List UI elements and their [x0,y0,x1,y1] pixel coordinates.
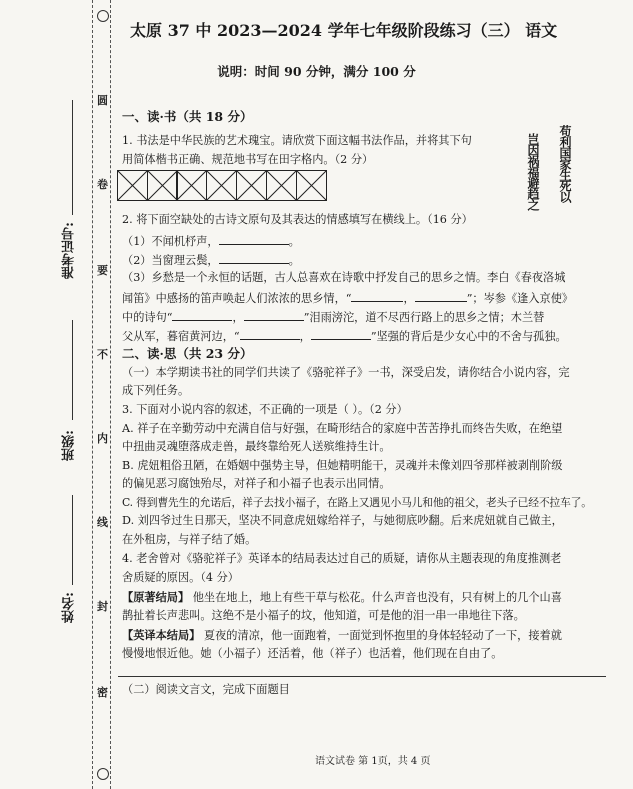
name-label: 姓名: [62,592,77,623]
seal-char: 封 [97,600,108,613]
section-heading: 一、读·书（共 18 分） [122,109,253,124]
answer-blank[interactable] [219,233,289,245]
page-footer: 语文试卷 第 1页，共 4 页 [315,756,431,767]
item-text: （1）不闻机杼声， [122,235,219,248]
question-text: 用简体楷书正确、规范地书写在田字格内。（2 分） [122,153,374,166]
question-text [122,328,567,344]
subsection-heading: （二）阅读文言文，完成下面题目 [122,683,290,696]
option-b: B. 虎妞粗俗丑陋，在婚姻中强势主导，但她精明能干，灵魂并未像刘四爷那样被剥削阶级 [122,459,563,472]
seal-char: 密 [97,686,108,699]
option-c: C. 得到曹先生的允诺后，祥子去找小福子，在路上又遇见小马儿和他的祖父，老头子已经不拉车了。 [122,496,592,509]
question-text: 1. 书法是中华民族的艺术瑰宝。请欣赏下面这幅书法作品，并将其下句 [122,134,472,147]
exam-number-field[interactable] [72,100,73,215]
answer-blank[interactable] [311,328,371,340]
divider [118,676,606,677]
grid-cell[interactable] [147,170,178,201]
seal-char: 线 [97,516,108,529]
seal-char: 卷 [97,178,108,191]
item-text: 父从军，暮宿黄河边，“ [122,330,240,343]
seal-char: 要 [97,264,108,277]
translated-ending-text: 夏夜的清凉，他一面跑着，一面觉到怀抱里的身体轻轻动了一下，接着就 [203,629,562,642]
item-text: 闻笛》中感扬的笛声唤起人们浓浓的思乡情，“ [122,292,352,305]
answer-blank[interactable] [415,290,467,302]
seal-char: 不 [97,348,108,361]
answer-blank[interactable] [172,309,232,321]
class-label: 班级: [62,430,77,461]
original-ending [122,590,562,605]
question-text [122,290,573,306]
binding-line-inner [110,0,111,789]
answer-blank[interactable] [351,290,403,302]
seal-char: 内 [97,432,108,445]
grid-cell[interactable] [117,170,148,201]
translated-ending-label: 【英译本结局】 [122,628,201,642]
answer-blank[interactable] [219,252,289,264]
grid-cell[interactable] [236,170,267,201]
option-a: A. 祥子在辛勤劳动中充满自信与好强，在畸形结合的家庭中苦苦挣扎而终告失败，在绝望 [122,422,563,435]
grid-cell[interactable] [176,170,207,201]
page-title: 太原 37 中 2023—2024 学年七年级阶段练习（三） 语文 [130,21,558,40]
item-text: ， [403,292,415,305]
option-b: 的偏见恶习腐蚀殆尽，对祥子和小福子也表示出同情。 [122,477,391,490]
question-text: 3. 下面对小说内容的叙述，不正确的一项是（ ）。（2 分） [122,403,408,416]
binding-hole-top [97,10,109,22]
item-text: 中的诗句“ [122,311,173,324]
option-d: 在外租房，与祥子结了婚。 [122,533,257,546]
calligraphy-column: 岂因祸福避趋之 [526,133,540,210]
grid-cell[interactable] [206,170,237,201]
item-text: （2）当窗理云鬓， [122,254,219,267]
item-text: ， [299,330,311,343]
seal-char: 圆 [97,94,108,107]
answer-blank[interactable] [244,309,304,321]
original-ending-text: 他坐在地上，地上有些干草与松花。什么声音也没有，只有树上的几个山喜 [192,591,562,604]
binding-line [92,0,93,789]
question-text: （一）本学期读书社的同学们共读了《骆驼祥子》一书，深受启发，请你结合小说内容，完 [122,366,570,379]
calligraphy-artwork [520,125,610,225]
calligraphy-column: 苟利国家生死以 [558,125,572,202]
class-field[interactable] [72,320,73,420]
item-text: ， [232,311,244,324]
question-text: （1）不闻机杼声， 。 [122,235,300,248]
question-text: （2）当窗理云鬓， 。 [122,254,300,267]
exam-number-label: 准考证号: [62,222,77,279]
original-ending-label: 【原著结局】 [122,590,190,604]
grid-cell[interactable] [296,170,327,201]
question-text [122,309,544,325]
option-a: 中扭曲灵魂堕落成走兽，最终靠给死人送殡维持生计。 [122,440,391,453]
translated-ending [122,628,562,643]
question-text: 成下列任务。 [122,384,190,397]
writing-grid[interactable] [118,170,327,201]
question-text: （3）乡愁是一个永恒的话题，古人总喜欢在诗歌中抒发自己的思乡之情。李白《春夜洛城 [122,271,566,284]
question-text: 2. 将下面空缺处的古诗文原句及其表达的情感填写在横线上。（16 分） [122,213,473,226]
item-text: ”；岑参《逢入京使》 [466,292,574,305]
question-text: 4. 老舍曾对《骆驼祥子》英译本的结局表达过自己的质疑，请你从主题表现的角度推测老 [122,552,562,565]
binding-hole-bottom [97,768,109,780]
option-d: D. 刘四爷过生日那天，坚决不同意虎妞嫁给祥子，与她彻底吵翻。后来虎妞就自己做主， [122,514,563,527]
translated-ending-text: 慢慢地恨近他。她（小福子）还活着，他（祥子）也活着，他们现在自由了。 [122,647,503,660]
name-field[interactable] [72,495,73,585]
original-ending-text: 鹊扯着长声悲叫。这绝不是小福子的坟，他知道，可是他的泪一串一串地往下落。 [122,609,525,622]
section-heading: 二、读·思（共 23 分） [122,346,253,361]
item-text: ”坚强的背后是少女心中的不舍与孤独。 [370,330,567,343]
exam-instructions: 说明：时间 90 分钟，满分 100 分 [217,64,416,79]
grid-cell[interactable] [266,170,297,201]
item-text: ”泪雨滂沱，道不尽西行路上的思乡之情；木兰替 [303,311,545,324]
question-text: 舍质疑的原因。（4 分） [122,571,239,584]
answer-blank[interactable] [240,328,300,340]
